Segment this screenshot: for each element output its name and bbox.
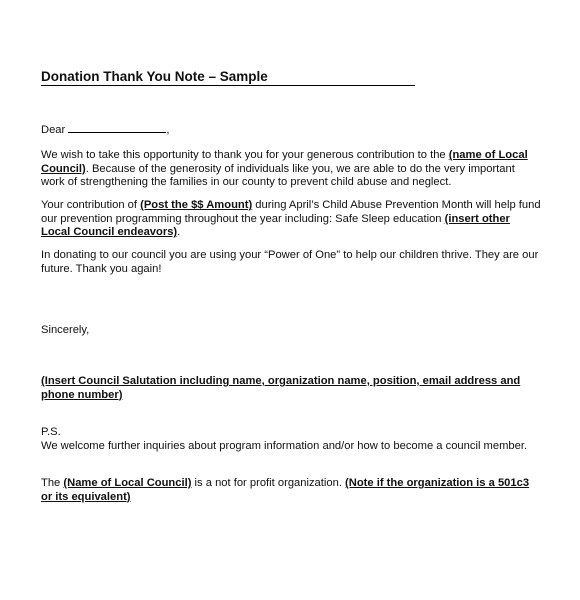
ps-text: We welcome further inquiries about program information and/or how to become a council member. (41, 440, 528, 452)
ps-label: P.S. (41, 426, 61, 438)
paragraph-3: In donating to our council you are using your “Power of One” to help our children thrive. They are our future. Thank you again! (41, 249, 539, 275)
greeting-line (41, 123, 541, 138)
closing: Sincerely, (41, 324, 90, 336)
greeting-prefix: Dear (41, 124, 66, 136)
greeting-suffix: , (166, 124, 170, 136)
paragraph-1-text-a: We wish to take this opportunity to thank you for your generous contribution to the (41, 149, 449, 161)
signature-text: (Insert Council Salutation including name, organization name, position, email address and phone number) (41, 375, 521, 401)
paragraph-2-text-c: . (177, 226, 181, 239)
footer-text-b: is a not for profit organization. (191, 477, 346, 489)
footer-text-a: The (41, 477, 64, 489)
signature-placeholder (41, 375, 521, 402)
placeholder-council-endeavors: (insert other Local Council endeavors) (41, 212, 510, 239)
recipient-blank (68, 123, 166, 133)
paragraph-2 (41, 199, 541, 240)
document-title: Donation Thank You Note – Sample (41, 69, 415, 86)
paragraph-1 (41, 149, 541, 190)
placeholder-amount: (Post the $$ Amount) (140, 199, 253, 211)
paragraph-2-text-b: during April’s Child Abuse Prevention Month will help fund our prevention programming throughout the year including: Safe Sleep education (41, 199, 541, 225)
paragraph-1-text-b: . Because of the generosity of individuals like you, we are able to do the very important work of strengthening the families in our county to prevent child abuse and neglect. (41, 162, 515, 189)
placeholder-501c3-note: (Note if the organization is a 501c3 or its equivalent) (41, 477, 530, 503)
placeholder-local-council-name: (name of Local Council) (41, 149, 528, 175)
paragraph-2-text-a: Your contribution of (41, 199, 141, 211)
footer-note (41, 477, 541, 504)
placeholder-local-council-name-footer: (Name of Local Council) (63, 477, 192, 489)
